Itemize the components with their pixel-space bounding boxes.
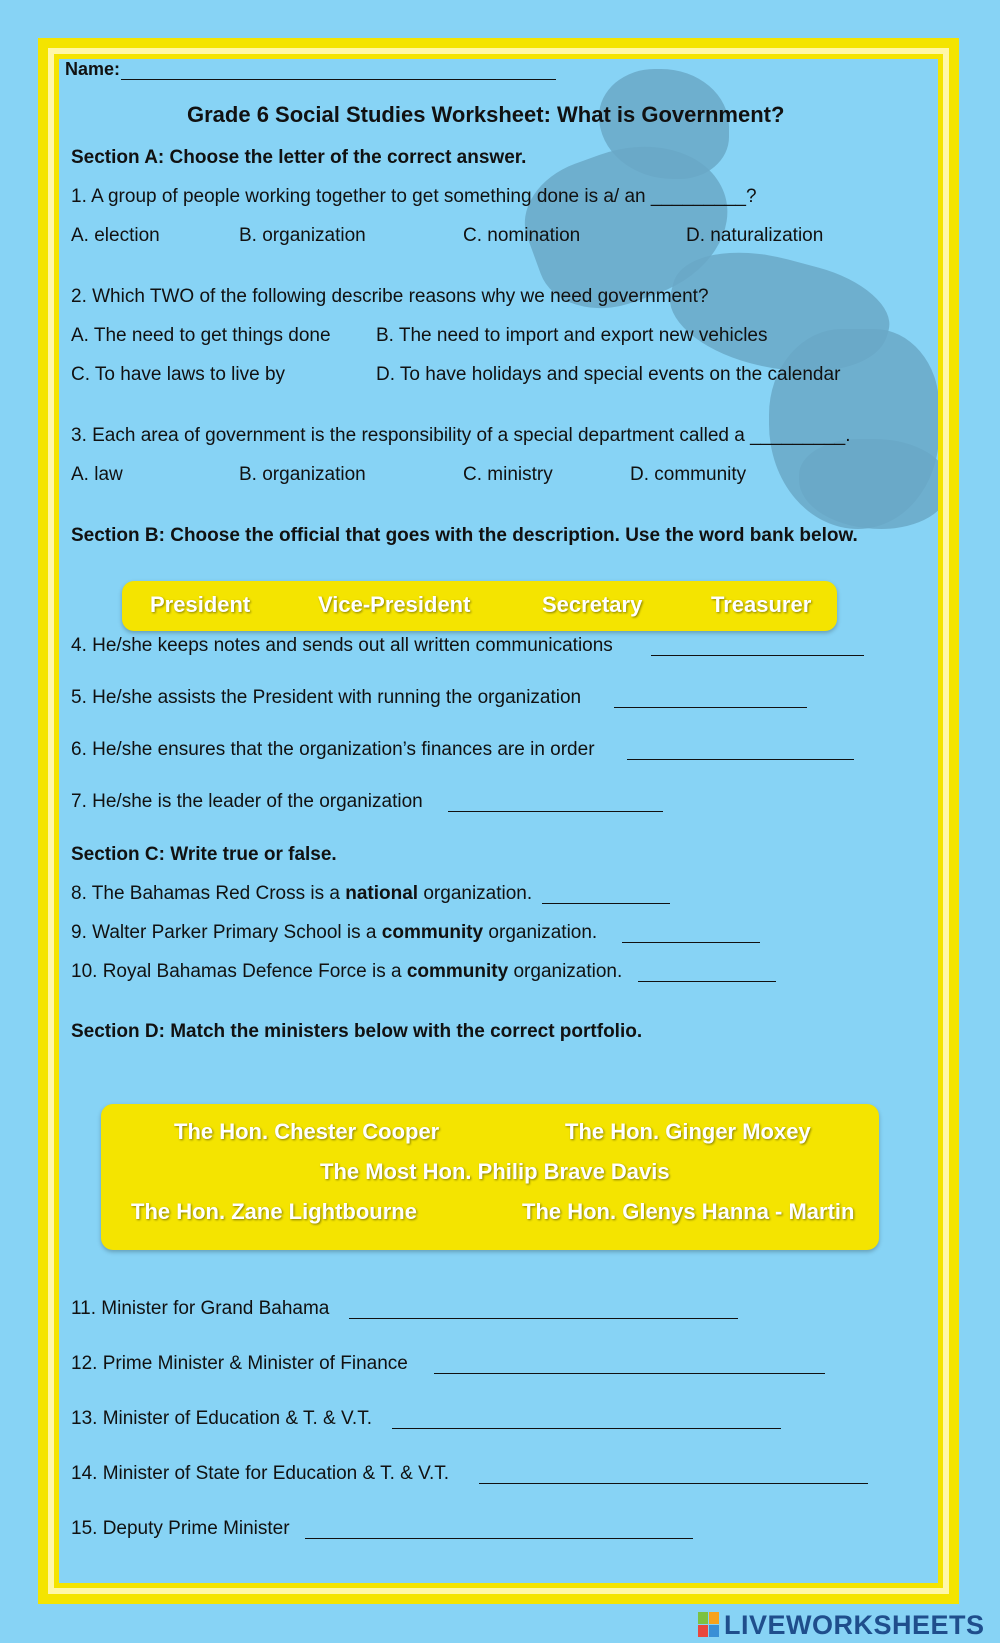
answer-10-field[interactable] <box>638 981 776 982</box>
question-15: 15. Deputy Prime Minister <box>71 1518 290 1539</box>
answer-4-field[interactable] <box>651 655 864 656</box>
question-5: 5. He/she assists the President with running the organization <box>71 687 582 708</box>
section-d-heading: Section D: Match the ministers below with the correct portfolio. <box>71 1021 643 1042</box>
question-10: 10. Royal Bahamas Defence Force is a community organization. <box>71 961 623 982</box>
word-bank-officials <box>122 581 837 631</box>
q3-option-d[interactable]: D. community <box>630 464 747 485</box>
minister-item[interactable]: The Most Hon. Philip Brave Davis <box>320 1159 670 1184</box>
q3-option-b[interactable]: B. organization <box>239 464 366 485</box>
section-a-heading: Section A: Choose the letter of the correct answer. <box>71 147 527 168</box>
q2-option-c[interactable]: C. To have laws to live by <box>71 364 286 385</box>
question-2: 2. Which TWO of the following describe reasons why we need government? <box>71 286 709 307</box>
page-title: Grade 6 Social Studies Worksheet: What is Government? <box>187 102 785 127</box>
question-11: 11. Minister for Grand Bahama <box>71 1298 330 1319</box>
word-bank-ministers <box>101 1104 879 1250</box>
minister-item[interactable]: The Hon. Chester Cooper <box>174 1119 440 1144</box>
word-bank-item[interactable]: Vice-President <box>318 592 471 617</box>
name-label: Name: <box>65 59 121 79</box>
minister-item[interactable]: The Hon. Glenys Hanna - Martin <box>522 1199 855 1224</box>
question-14: 14. Minister of State for Education & T. & V.T. <box>71 1463 450 1484</box>
name-field[interactable] <box>121 79 556 80</box>
answer-14-field[interactable] <box>479 1483 868 1484</box>
minister-item[interactable]: The Hon. Zane Lightbourne <box>131 1199 417 1224</box>
q3-option-a[interactable]: A. law <box>71 464 123 485</box>
question-9: 9. Walter Parker Primary School is a community organization. <box>71 922 598 943</box>
answer-15-field[interactable] <box>305 1538 693 1539</box>
q3-option-c[interactable]: C. ministry <box>463 464 553 485</box>
q1-option-b[interactable]: B. organization <box>239 225 366 246</box>
question-6: 6. He/she ensures that the organization’s finances are in order <box>71 739 595 760</box>
question-12: 12. Prime Minister & Minister of Finance <box>71 1353 408 1374</box>
q2-option-b[interactable]: B. The need to import and export new vehicles <box>376 325 768 346</box>
minister-item[interactable]: The Hon. Ginger Moxey <box>565 1119 811 1144</box>
question-8: 8. The Bahamas Red Cross is a national organization. <box>71 883 533 904</box>
answer-6-field[interactable] <box>627 759 854 760</box>
answer-5-field[interactable] <box>614 707 807 708</box>
answer-13-field[interactable] <box>392 1428 781 1429</box>
q2-option-d[interactable]: D. To have holidays and special events on the calendar <box>376 364 841 385</box>
worksheet-sheet <box>59 59 938 1583</box>
liveworksheets-logo[interactable]: LIVEWORKSHEETS <box>724 1610 985 1640</box>
question-4: 4. He/she keeps notes and sends out all written communications <box>71 635 613 656</box>
question-3: 3. Each area of government is the responsibility of a special department called a _________. <box>71 425 851 446</box>
answer-9-field[interactable] <box>622 942 760 943</box>
question-7: 7. He/she is the leader of the organization <box>71 791 423 812</box>
question-1: 1. A group of people working together to get something done is a/ an _________? <box>71 186 757 207</box>
q2-option-a[interactable]: A. The need to get things done <box>71 325 331 346</box>
answer-12-field[interactable] <box>434 1373 825 1374</box>
answer-11-field[interactable] <box>349 1318 738 1319</box>
q1-option-a[interactable]: A. election <box>71 225 160 246</box>
word-bank-item[interactable]: Secretary <box>542 592 643 617</box>
word-bank-item[interactable]: President <box>150 592 251 617</box>
q1-option-c[interactable]: C. nomination <box>463 225 581 246</box>
answer-7-field[interactable] <box>448 811 663 812</box>
section-b-heading: Section B: Choose the official that goes with the description. Use the word bank below. <box>71 525 858 546</box>
answer-8-field[interactable] <box>542 903 670 904</box>
liveworksheets-logo-icon <box>698 1612 720 1638</box>
question-13: 13. Minister of Education & T. & V.T. <box>71 1408 372 1429</box>
word-bank-item[interactable]: Treasurer <box>711 592 812 617</box>
section-c-heading: Section C: Write true or false. <box>71 844 337 865</box>
q1-option-d[interactable]: D. naturalization <box>686 225 824 246</box>
